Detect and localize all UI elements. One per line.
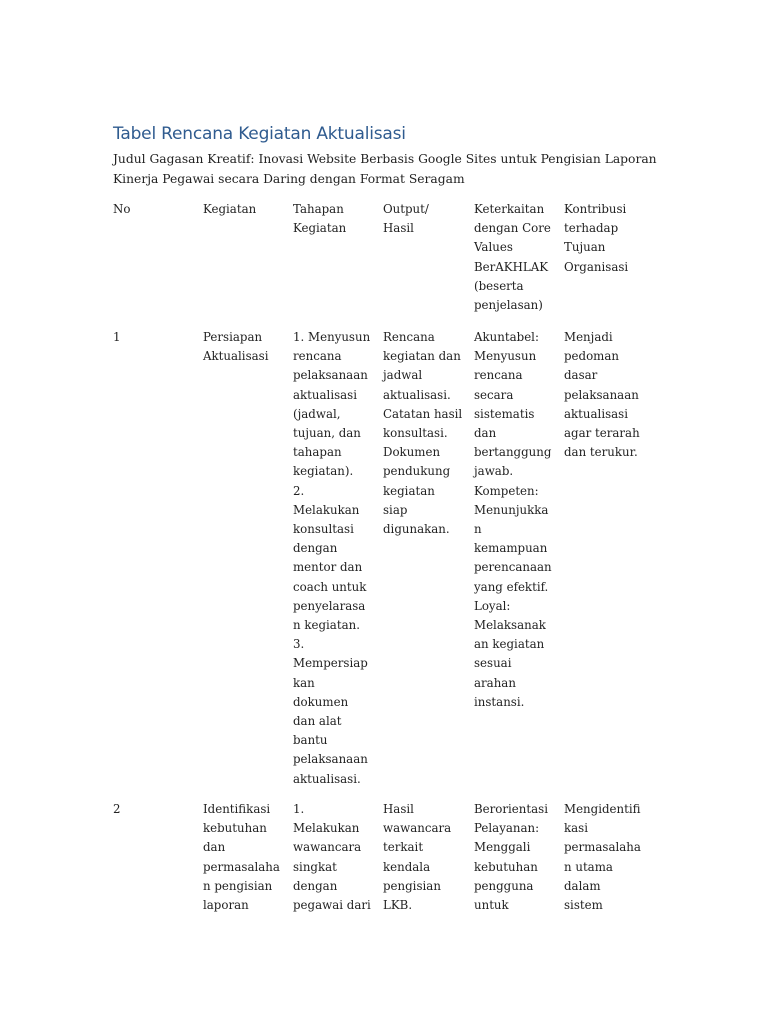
cell-line: Pelayanan:	[474, 821, 540, 836]
cell-line: kendala	[383, 859, 431, 874]
cell-line: pegawai dari	[293, 898, 371, 913]
cell-line: konsultasi	[293, 522, 354, 537]
cell-line: LKB.	[383, 898, 413, 913]
cell-line: kebutuhan	[474, 859, 538, 874]
row2-cell-no	[113, 800, 121, 819]
cell-line: pengguna	[474, 878, 534, 893]
cell-line: n utama	[564, 859, 613, 874]
cell-line: n	[474, 522, 482, 537]
row2-cell-tahapan	[293, 800, 371, 915]
cell-line: kegiatan).	[293, 464, 354, 479]
cell-line: Persiapan	[203, 330, 263, 344]
cell-line: Menggali	[474, 840, 531, 855]
cell-line: Loyal:	[474, 598, 511, 613]
cell-line: coach untuk	[293, 579, 367, 594]
cell-line: singkat	[293, 859, 337, 874]
cell-line: 3.	[293, 637, 305, 652]
cell-line: Values	[474, 240, 513, 255]
cell-line: terhadap	[564, 221, 619, 236]
cell-line: jadwal	[383, 368, 423, 383]
header-cell-keterkaitan	[474, 200, 551, 315]
cell-line: Melakukan	[293, 821, 360, 836]
cell-line: rencana	[293, 349, 342, 364]
header-cell-no	[113, 200, 130, 219]
cell-line: permasalaha	[203, 859, 280, 874]
cell-line: dan	[203, 840, 226, 855]
cell-line: 1. Menyusun	[293, 330, 371, 344]
cell-line: pengisian	[383, 878, 441, 893]
cell-line: n pengisian	[203, 878, 273, 893]
cell-line: digunakan.	[383, 522, 450, 537]
cell-line: aktualisasi.	[383, 387, 451, 402]
cell-line: Menyusun	[474, 349, 537, 364]
cell-line: sistem	[564, 898, 603, 913]
cell-line: Organisasi	[564, 259, 629, 274]
cell-line: terkait	[383, 840, 424, 855]
header-cell-kegiatan	[203, 200, 256, 219]
cell-line: Kegiatan	[293, 221, 347, 236]
cell-line: an kegiatan	[474, 637, 545, 652]
cell-line: No	[113, 202, 131, 216]
header-cell-tahapan	[293, 200, 346, 238]
row1-cell-kontribusi	[564, 328, 640, 462]
cell-line: pendukung	[383, 464, 451, 479]
cell-line: Aktualisasi	[203, 349, 269, 364]
cell-line: dengan Core	[474, 221, 551, 236]
cell-line: pelaksanaan	[564, 387, 639, 402]
cell-line: dan alat	[293, 714, 342, 729]
cell-line: penyelarasa	[293, 598, 366, 613]
cell-line: kemampuan	[474, 541, 548, 556]
row1-cell-no	[113, 328, 121, 347]
cell-line: dan	[474, 426, 497, 441]
cell-line: kegiatan	[383, 483, 435, 498]
row1-cell-tahapan	[293, 328, 370, 789]
cell-line: Menjadi	[564, 330, 613, 344]
cell-line: Hasil	[383, 221, 414, 236]
cell-line: Hasil	[383, 802, 414, 816]
cell-line: kasi	[564, 821, 589, 836]
cell-line: kebutuhan	[203, 821, 267, 836]
cell-line: tahapan	[293, 445, 342, 460]
cell-line: Keterkaitan	[474, 202, 545, 216]
cell-line: untuk	[474, 898, 509, 913]
cell-line: Mengidentifi	[564, 802, 641, 816]
cell-line: Tahapan	[293, 202, 344, 216]
cell-line: n kegiatan.	[293, 618, 360, 633]
row2-cell-kegiatan	[203, 800, 280, 915]
cell-line: bantu	[293, 733, 328, 748]
cell-line: pedoman	[564, 349, 620, 364]
cell-line: dengan	[293, 541, 338, 556]
cell-line: (jadwal,	[293, 406, 341, 421]
cell-line: BerAKHLAK	[474, 259, 549, 274]
cell-line: (beserta	[474, 278, 524, 293]
cell-line: yang efektif.	[474, 579, 549, 594]
cell-line: 1.	[293, 802, 305, 816]
cell-line: tujuan, dan	[293, 426, 361, 441]
cell-line: aktualisasi.	[293, 771, 361, 786]
document-title: Tabel Rencana Kegiatan Aktualisasi	[113, 124, 406, 144]
cell-line: jawab.	[474, 464, 514, 479]
row1-cell-keterkaitan	[474, 328, 552, 712]
cell-line: Identifikasi	[203, 802, 271, 816]
cell-line: Catatan hasil	[383, 406, 463, 421]
cell-line: Kegiatan	[203, 202, 257, 216]
cell-line: wawancara	[293, 840, 362, 855]
cell-line: Dokumen	[383, 445, 441, 460]
row2-cell-kontribusi	[564, 800, 641, 915]
row1-cell-kegiatan	[203, 328, 269, 366]
document-subtitle	[113, 149, 673, 189]
cell-line: aktualisasi	[564, 406, 629, 421]
cell-line: wawancara	[383, 821, 452, 836]
cell-line: 1	[113, 330, 121, 344]
cell-line: siap	[383, 502, 408, 517]
cell-line: arahan	[474, 675, 516, 690]
cell-line: konsultasi.	[383, 426, 448, 441]
cell-line: Kompeten:	[474, 483, 539, 498]
cell-line: instansi.	[474, 694, 525, 709]
cell-line: Kontribusi	[564, 202, 627, 216]
cell-line: Melaksanak	[474, 618, 546, 633]
row1-cell-output	[383, 328, 462, 539]
cell-line: laporan	[203, 898, 249, 913]
header-cell-output	[383, 200, 429, 238]
cell-line: Melakukan	[293, 502, 360, 517]
cell-line: agar terarah	[564, 426, 640, 441]
header-cell-kontribusi	[564, 200, 628, 277]
cell-line: pelaksanaan	[293, 752, 368, 767]
cell-line: Rencana	[383, 330, 435, 344]
cell-line: perencanaan	[474, 560, 552, 575]
cell-line: Berorientasi	[474, 802, 548, 816]
cell-line: rencana	[474, 368, 523, 383]
subtitle-line: Kinerja Pegawai secara Daring dengan Format Seragam	[113, 172, 465, 186]
cell-line: dokumen	[293, 694, 349, 709]
cell-line: dan terukur.	[564, 445, 638, 460]
cell-line: dengan	[293, 878, 338, 893]
cell-line: pelaksanaan	[293, 368, 368, 383]
cell-line: sesuai	[474, 656, 512, 671]
cell-line: penjelasan)	[474, 298, 543, 313]
cell-line: Output/	[383, 202, 429, 216]
cell-line: sistematis	[474, 406, 535, 421]
subtitle-line: Judul Gagasan Kreatif: Inovasi Website Berbasis Google Sites untuk Pengisian Laporan	[113, 152, 657, 166]
cell-line: mentor dan	[293, 560, 363, 575]
cell-line: dalam	[564, 878, 601, 893]
cell-line: kan	[293, 675, 315, 690]
cell-line: dasar	[564, 368, 598, 383]
cell-line: Mempersiap	[293, 656, 368, 671]
cell-line: 2	[113, 802, 121, 816]
cell-line: Akuntabel:	[474, 330, 539, 344]
cell-line: permasalaha	[564, 840, 641, 855]
cell-line: Tujuan	[564, 240, 606, 255]
cell-line: bertanggung	[474, 445, 552, 460]
cell-line: 2.	[293, 483, 305, 498]
cell-line: aktualisasi	[293, 387, 358, 402]
cell-line: secara	[474, 387, 514, 402]
row2-cell-keterkaitan	[474, 800, 548, 915]
cell-line: kegiatan dan	[383, 349, 461, 364]
cell-line: Menunjukka	[474, 502, 549, 517]
row2-cell-output	[383, 800, 451, 915]
